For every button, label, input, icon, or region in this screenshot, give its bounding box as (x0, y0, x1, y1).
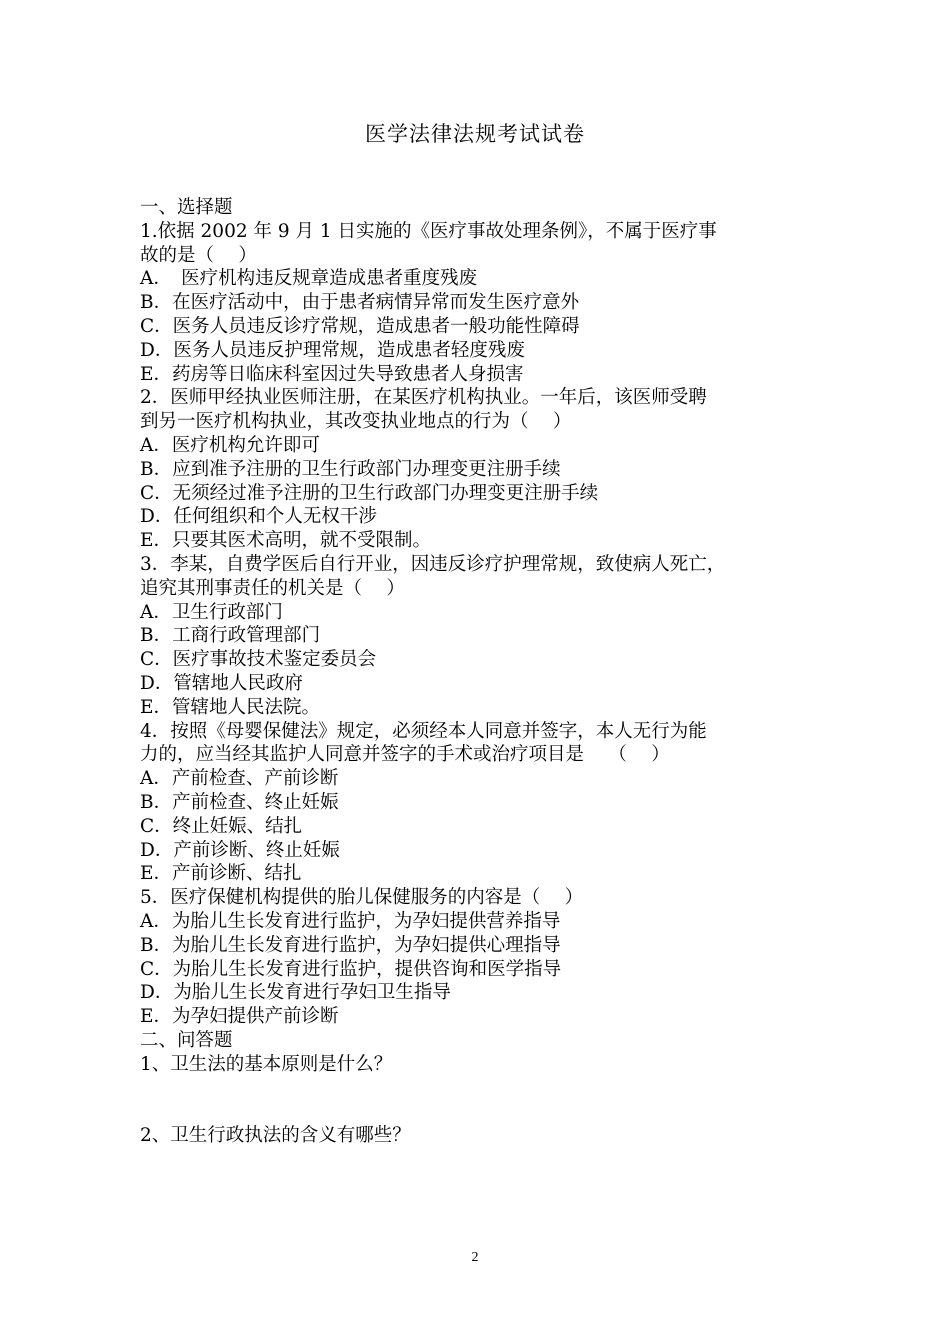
option-d: D．医务人员违反护理常规，造成患者轻度残废 (140, 339, 525, 361)
question-stem-line: 3．李某，自费学医后自行开业，因违反诊疗护理常规，致使病人死亡， (140, 553, 726, 575)
option-b: B．应到准予注册的卫生行政部门办理变更注册手续 (140, 458, 561, 480)
option-c: C．无须经过准予注册的卫生行政部门办理变更注册手续 (140, 482, 599, 504)
question-5 (140, 886, 820, 1029)
question-2 (140, 386, 820, 553)
question-stem-line: 追究其刑事责任的机关是（ ） (140, 577, 405, 599)
question-4 (140, 720, 820, 887)
option-e: E．为孕妇提供产前诊断 (140, 1006, 339, 1028)
question-stem-line: 力的，应当经其监护人同意并签字的手术或治疗项目是 （ ） (140, 744, 670, 766)
option-d: D．管辖地人民政府 (140, 672, 303, 694)
question-stem-line: 4．按照《母婴保健法》规定，必须经本人同意并签字，本人无行为能 (140, 720, 707, 742)
question-stem-line: 1.依据 2002 年 9 月 1 日实施的《医疗事故处理条例》，不属于医疗事 (140, 220, 717, 242)
section-heading-choice: 一、选择题 (140, 197, 233, 218)
option-c: C．为胎儿生长发育进行监护，提供咨询和医学指导 (140, 958, 562, 980)
option-b: B．工商行政管理部门 (140, 625, 321, 647)
question-stem-line: 2．医师甲经执业医师注册，在某医疗机构执业。一年后，该医师受聘 (140, 387, 707, 409)
question-stem-line: 故的是（ ） (140, 244, 257, 266)
option-a: A．卫生行政部门 (140, 601, 283, 623)
essay-question-1: 1、卫生法的基本原则是什么？ (140, 1053, 393, 1075)
option-d: D．产前诊断、终止妊娠 (140, 839, 340, 861)
answer-space (140, 1076, 820, 1124)
option-b: B．为胎儿生长发育进行监护，为孕妇提供心理指导 (140, 934, 561, 956)
question-stem-line: 到另一医疗机构执业，其改变执业地点的行为（ ） (140, 411, 572, 433)
essay-question-2: 2、卫生行政执法的含义有哪些？ (140, 1125, 411, 1147)
option-b: B．在医疗活动中，由于患者病情异常而发生医疗意外 (140, 292, 580, 314)
option-e: E．只要其医术高明，就不受限制。 (140, 530, 432, 552)
option-c: C．医疗事故技术鉴定委员会 (140, 649, 377, 671)
option-a: A．产前检查、产前诊断 (140, 768, 339, 790)
option-c: C．终止妊娠、结扎 (140, 815, 303, 837)
exam-content (140, 196, 820, 1148)
option-d: D．为胎儿生长发育进行孕妇卫生指导 (140, 982, 451, 1004)
option-e: E．产前诊断、结扎 (140, 863, 302, 885)
option-a: A．医疗机构允许即可 (140, 434, 320, 456)
page-title: 医学法律法规考试试卷 (365, 122, 585, 146)
question-1 (140, 220, 820, 387)
option-e: E．药房等日临床科室因过失导致患者人身损害 (140, 363, 524, 385)
question-3 (140, 553, 820, 720)
option-b: B．产前检查、终止妊娠 (140, 791, 339, 813)
option-e: E．管辖地人民法院。 (140, 696, 321, 718)
option-a: A．为胎儿生长发育进行监护，为孕妇提供营养指导 (140, 910, 561, 932)
question-stem-line: 5．医疗保健机构提供的胎儿保健服务的内容是（ ） (140, 887, 584, 909)
option-a: A． 医疗机构违反规章造成患者重度残废 (140, 268, 478, 290)
page-number: 2 (471, 1250, 479, 1265)
option-d: D．任何组织和个人无权干涉 (140, 506, 377, 528)
option-c: C．医务人员违反诊疗常规，造成患者一般功能性障碍 (140, 315, 580, 337)
section-heading-essay: 二、问答题 (140, 1029, 233, 1051)
